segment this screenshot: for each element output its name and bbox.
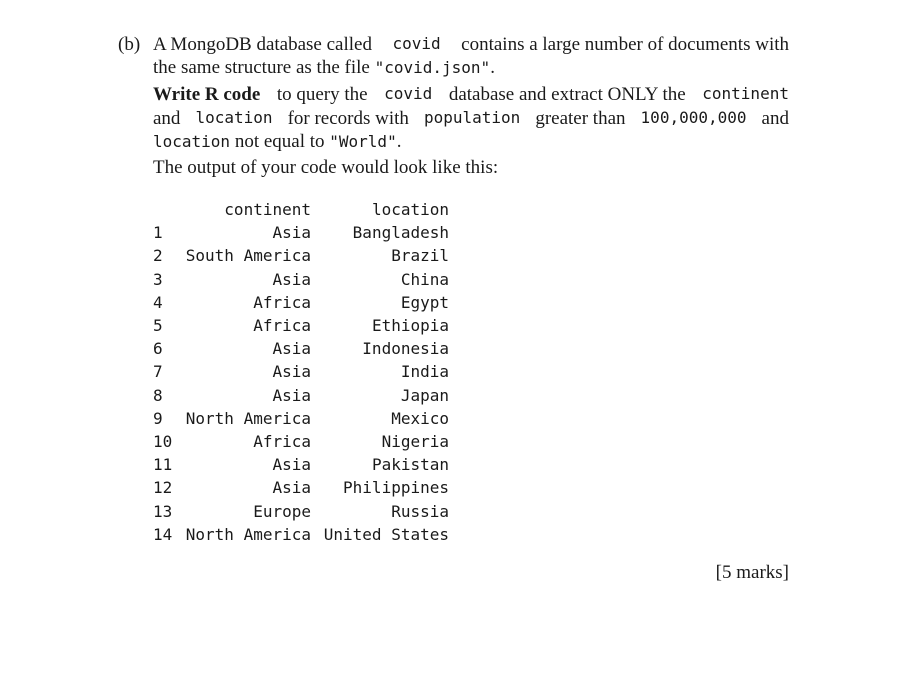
cell-index: 10 — [153, 432, 173, 452]
cell-index: 2 — [153, 246, 163, 266]
cell-location: Nigeria — [381, 432, 449, 452]
cell-location: Pakistan — [371, 455, 449, 475]
question-line-6: The output of your code would look like this: — [153, 157, 499, 178]
table-row — [153, 407, 449, 430]
table-row — [153, 314, 449, 337]
question-text: and — [153, 108, 181, 129]
cell-location: Russia — [391, 501, 449, 521]
cell-index: 8 — [153, 385, 163, 405]
emphasis-text: Write R code — [153, 84, 261, 105]
cell-continent: Africa — [253, 292, 311, 312]
cell-continent: Africa — [253, 316, 311, 336]
cell-location: Brazil — [391, 246, 449, 266]
cell-location: Japan — [400, 385, 449, 405]
cell-location: Mexico — [391, 408, 449, 428]
question-text: for records with — [287, 108, 409, 129]
cell-continent: Asia — [272, 223, 311, 243]
cell-continent: Asia — [272, 455, 311, 475]
code-term: continent — [702, 84, 789, 103]
cell-index: 9 — [153, 408, 163, 428]
header-location: location — [371, 200, 449, 219]
table-row — [153, 523, 449, 546]
cell-continent: North America — [185, 524, 311, 544]
cell-index: 13 — [153, 501, 173, 521]
question-text: . — [396, 131, 402, 152]
cell-continent: Asia — [272, 478, 311, 498]
question-text: and — [761, 108, 789, 129]
header-index — [153, 198, 181, 221]
table-row — [153, 500, 449, 523]
code-term: population — [423, 108, 521, 127]
question-text: contains a large number of documents with — [461, 34, 789, 55]
code-term: 100,000,000 — [640, 108, 747, 127]
question-text: not equal to — [234, 131, 325, 152]
question-text: greater than — [535, 108, 626, 129]
cell-index: 7 — [153, 362, 163, 382]
cell-location: Ethiopia — [371, 316, 449, 336]
table-row — [153, 476, 449, 499]
cell-index: 3 — [153, 269, 163, 289]
output-table — [153, 198, 449, 546]
cell-continent: Europe — [253, 501, 311, 521]
code-term: location — [195, 108, 273, 127]
cell-continent: North America — [185, 408, 311, 428]
question-line-4 — [153, 108, 789, 130]
cell-index: 14 — [153, 524, 173, 544]
table-row — [153, 221, 449, 244]
cell-location: China — [400, 269, 449, 289]
cell-continent: Asia — [272, 362, 311, 382]
table-row — [153, 384, 449, 407]
code-term: "covid.json" — [374, 58, 491, 77]
code-term: location — [153, 132, 231, 151]
table-row — [153, 244, 449, 267]
question-text: to query the — [276, 84, 368, 105]
question-text: A MongoDB database called — [153, 34, 372, 55]
table-row — [153, 453, 449, 476]
cell-continent: Asia — [272, 269, 311, 289]
question-text: the same structure as the file — [153, 57, 370, 78]
table-row — [153, 430, 449, 453]
cell-location: United States — [323, 524, 449, 544]
cell-continent: Asia — [272, 339, 311, 359]
cell-continent: Africa — [253, 432, 311, 452]
question-text: . — [490, 57, 495, 78]
table-row — [153, 291, 449, 314]
cell-location: Philippines — [343, 478, 449, 498]
cell-continent: South America — [185, 246, 311, 266]
question-label: (b) — [118, 34, 141, 55]
table-row — [153, 268, 449, 291]
cell-continent: Asia — [272, 385, 311, 405]
code-term: covid — [384, 84, 433, 103]
table-row — [153, 360, 449, 383]
cell-index: 5 — [153, 316, 163, 336]
marks-label: [5 marks] — [715, 562, 789, 583]
cell-location: India — [400, 362, 449, 382]
table-header-row — [153, 198, 449, 221]
cell-index: 12 — [153, 478, 173, 498]
cell-index: 6 — [153, 339, 163, 359]
code-term: "World" — [329, 132, 397, 151]
code-term: covid — [392, 34, 441, 53]
question-line-1 — [153, 34, 789, 56]
question-line-5 — [153, 131, 401, 153]
question-line-2 — [153, 57, 495, 79]
cell-index: 4 — [153, 292, 163, 312]
cell-location: Indonesia — [362, 339, 449, 359]
question-line-3 — [153, 84, 789, 106]
cell-location: Egypt — [400, 292, 449, 312]
question-text: database and extract ONLY the — [448, 84, 686, 105]
header-continent: continent — [224, 200, 311, 219]
table-row — [153, 337, 449, 360]
table-body — [153, 221, 449, 546]
cell-index: 11 — [153, 455, 173, 475]
cell-index: 1 — [153, 223, 163, 243]
cell-location: Bangladesh — [352, 223, 449, 243]
